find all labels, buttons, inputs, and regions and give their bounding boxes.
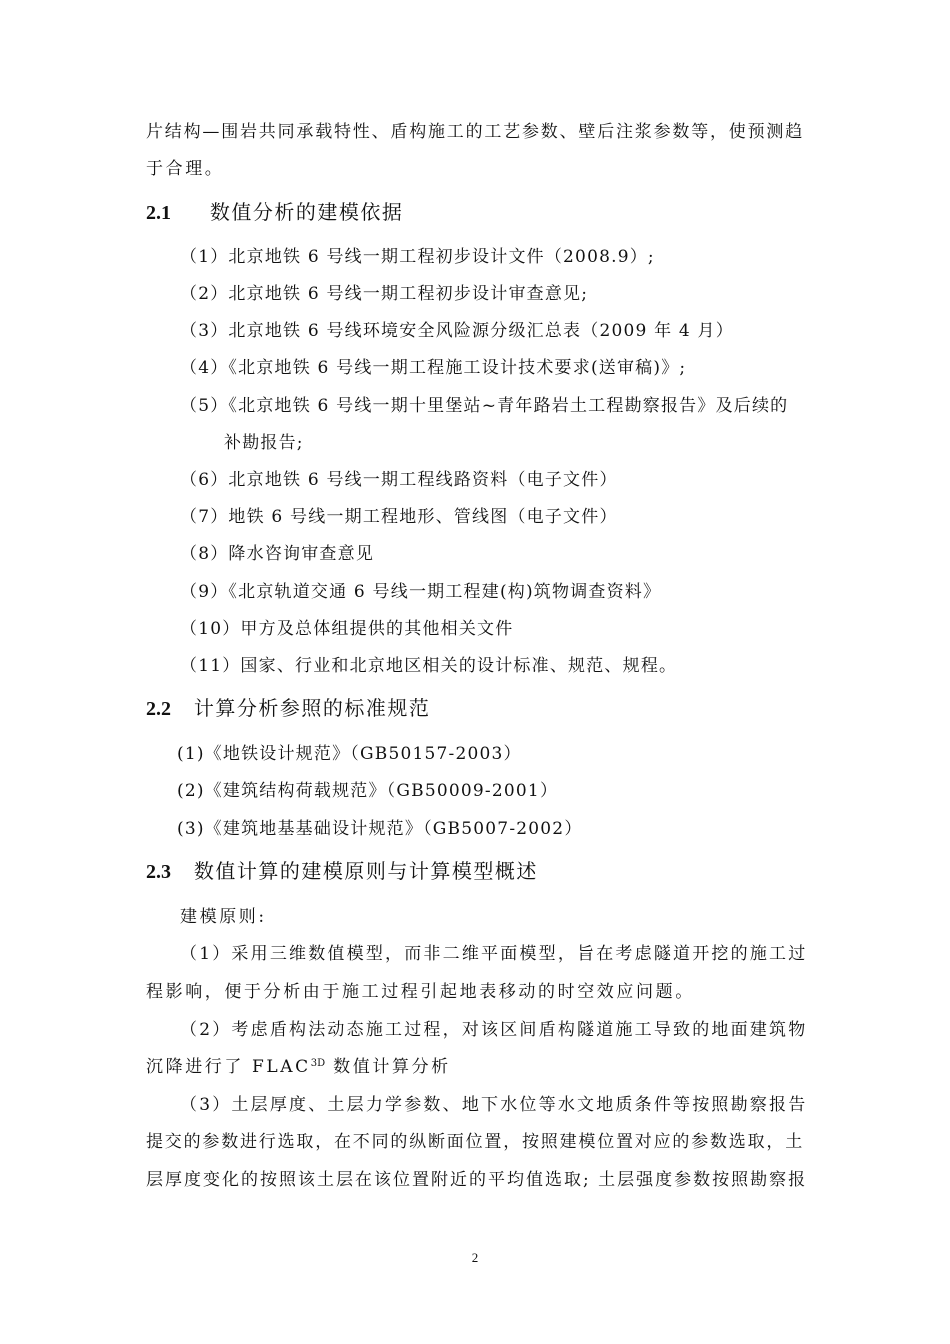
section-heading-2-2 [146, 695, 430, 722]
superscript: 3D [310, 1058, 326, 1069]
section-number: 2.3 [146, 861, 171, 883]
paragraph-line: 提交的参数进行选取，在不同的纵断面位置，按照建模位置对应的参数选取，土 [146, 1132, 804, 1152]
section-title: 数值计算的建模原则与计算模型概述 [193, 859, 538, 883]
list-item: （2）北京地铁 6 号线一期工程初步设计审查意见; [180, 284, 589, 304]
paragraph-line: 程影响，便于分析由于施工过程引起地表移动的时空效应问题。 [146, 982, 695, 1002]
list-item: (1)《地铁设计规范》（GB50157-2003） [177, 744, 522, 764]
section-title: 数值分析的建模依据 [209, 200, 404, 224]
list-item: (3)《建筑地基基础设计规范》（GB5007-2002） [177, 819, 583, 839]
list-item: （9）《北京轨道交通 6 号线一期工程建(构)筑物调查资料》 [180, 582, 662, 602]
section-title: 计算分析参照的标准规范 [193, 696, 431, 720]
page-number: 2 [471, 1250, 479, 1265]
intro-line-2: 于合理。 [146, 159, 225, 179]
paragraph-line: （2）考虑盾构法动态施工过程，对该区间盾构隧道施工导致的地面建筑物 [180, 1020, 808, 1040]
list-item: （10）甲方及总体组提供的其他相关文件 [180, 619, 514, 639]
list-item: （4）《北京地铁 6 号线一期工程施工设计技术要求(送审稿)》; [180, 358, 687, 378]
list-item: （6）北京地铁 6 号线一期工程线路资料（电子文件） [180, 470, 618, 490]
list-item: （5）《北京地铁 6 号线一期十里堡站~青年路岩土工程勘察报告》及后续的 [180, 396, 789, 416]
list-item: (2)《建筑结构荷载规范》（GB50009-2001） [177, 781, 559, 801]
list-item: （3）北京地铁 6 号线环境安全风险源分级汇总表（2009 年 4 月） [180, 321, 734, 341]
section-heading-2-3 [146, 858, 538, 885]
text-run: 沉降进行了 FLAC [146, 1057, 311, 1077]
paragraph-lead: 建模原则: [180, 907, 267, 927]
list-item: （7）地铁 6 号线一期工程地形、管线图（电子文件） [180, 507, 618, 527]
intro-line-1: 片结构—围岩共同承载特性、盾构施工的工艺参数、壁后注浆参数等，使预测趋 [146, 122, 804, 142]
paragraph-line [146, 1056, 451, 1078]
paragraph-line: 层厚度变化的按照该土层在该位置附近的平均值选取; 土层强度参数按照勘察报 [146, 1170, 808, 1190]
list-item: （11）国家、行业和北京地区相关的设计标准、规范、规程。 [180, 656, 678, 676]
section-number: 2.2 [146, 698, 171, 720]
text-run: 数值计算分析 [325, 1057, 451, 1077]
list-item: （1）北京地铁 6 号线一期工程初步设计文件（2008.9）; [180, 247, 655, 267]
section-number: 2.1 [146, 202, 171, 224]
paragraph-line: （3）土层厚度、土层力学参数、地下水位等水文地质条件等按照勘察报告 [180, 1095, 808, 1115]
section-heading-2-1 [146, 199, 403, 226]
list-item-continuation: 补勘报告; [224, 433, 304, 453]
paragraph-line: （1）采用三维数值模型，而非二维平面模型，旨在考虑隧道开挖的施工过 [180, 944, 808, 964]
list-item: （8）降水咨询审查意见 [180, 544, 375, 564]
